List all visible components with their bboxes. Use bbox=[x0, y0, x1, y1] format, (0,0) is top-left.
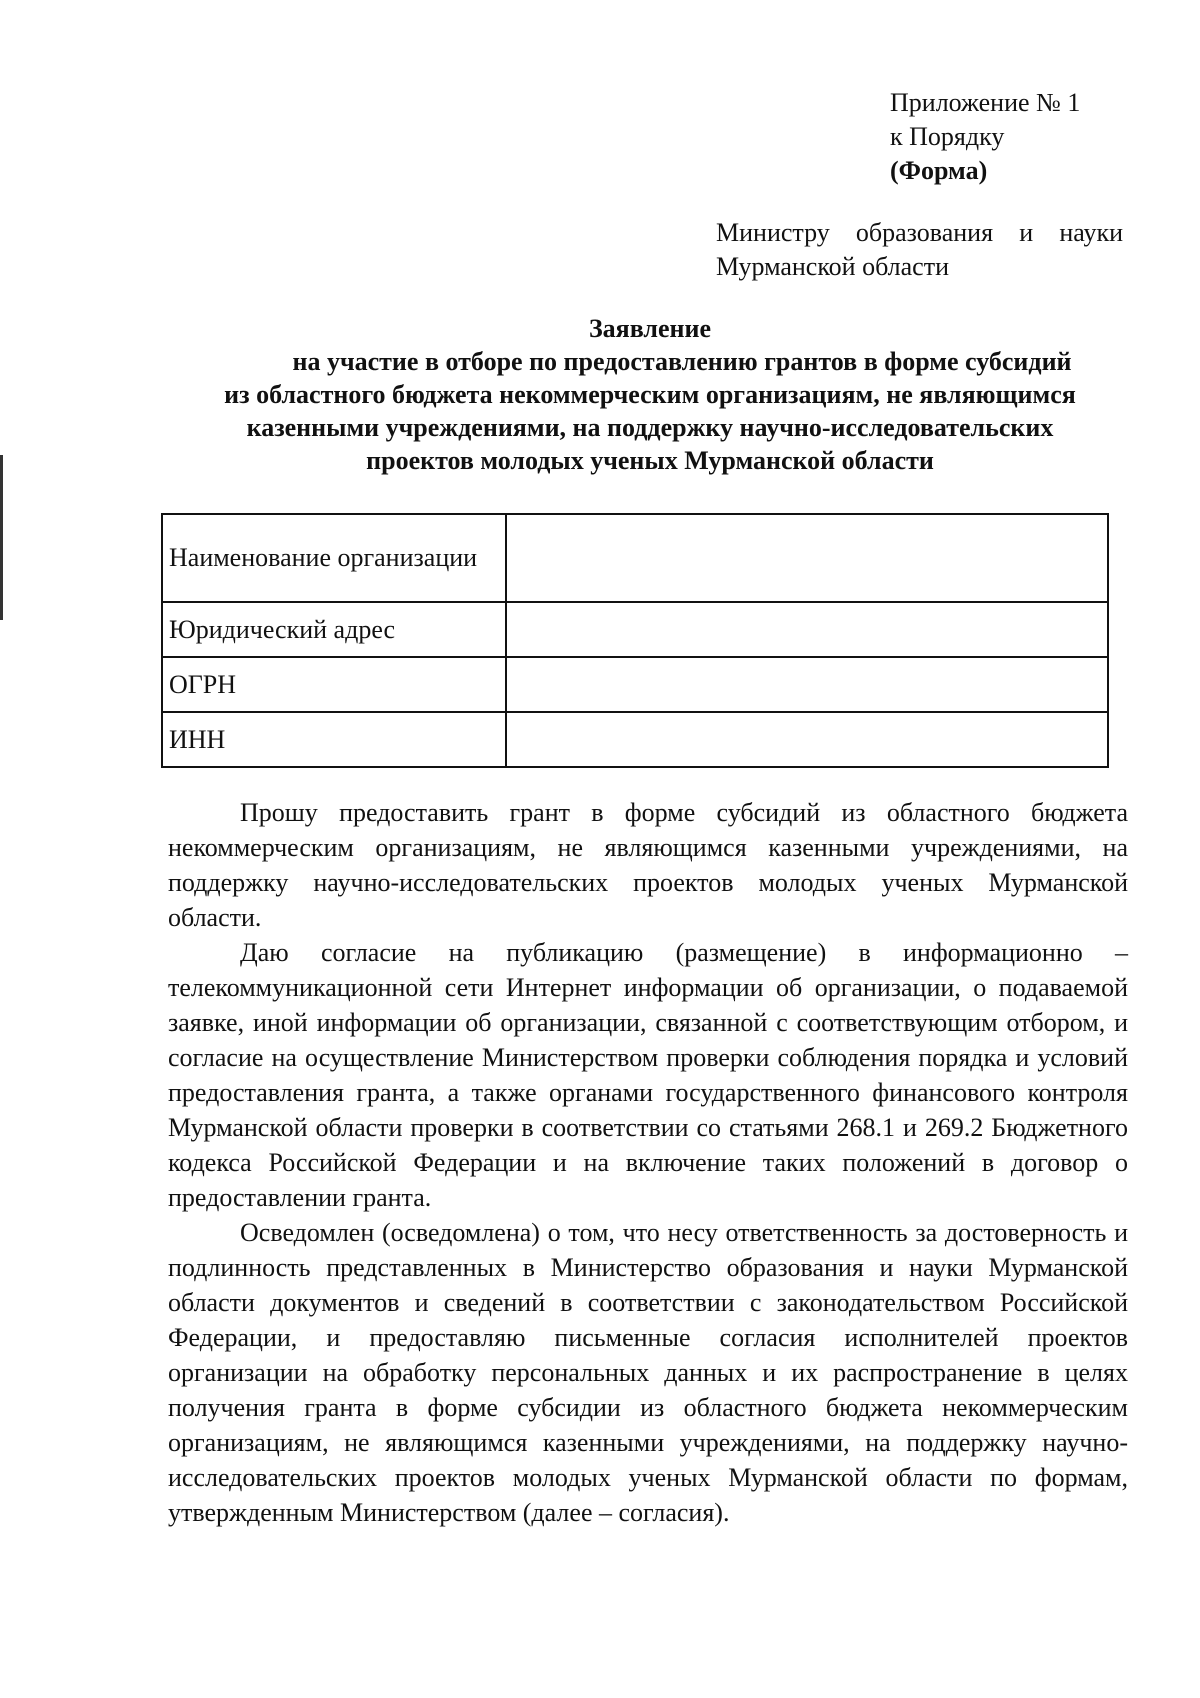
row-label-ogrn: ОГРН bbox=[162, 657, 506, 712]
row-label-organization-name: Наименование организации bbox=[162, 514, 506, 602]
field-legal-address[interactable] bbox=[506, 602, 1108, 657]
field-organization-name[interactable] bbox=[506, 514, 1108, 602]
field-ogrn[interactable] bbox=[506, 657, 1108, 712]
addressee-line-1: Министру образования и науки bbox=[716, 218, 1123, 247]
row-label-legal-address: Юридический адрес bbox=[162, 602, 506, 657]
title-line-4: проектов молодых ученых Мурманской области bbox=[366, 446, 934, 475]
title-line-1: на участие в отборе по предоставлению грантов в форме субсидий bbox=[292, 347, 1072, 376]
title-line-2: из областного бюджета некоммерческим организациям, не являющимся bbox=[224, 380, 1076, 409]
row-label-inn: ИНН bbox=[162, 712, 506, 767]
table-row bbox=[162, 712, 1108, 767]
appendix-form-label: (Форма) bbox=[890, 156, 988, 185]
field-inn[interactable] bbox=[506, 712, 1108, 767]
appendix-reference: к Порядку bbox=[890, 122, 1005, 151]
paragraph-responsibility: Осведомлен (осведомлена) о том, что несу ответственность за достоверность и подлинность представленных в Министерство образования и науки Мурманской области документов и сведений в соответствии с законодательством Российской Федерации, и предоставляю письменные согласия исполнителей проектов организации на обработку персональных данных и их распространение в целях получения гранта в форме субсидии из областного бюджета некоммерческим организациям, не являющимся казенными учреждениями, на поддержку научно-исследовательских проектов молодых ученых Мурманской области по формам, утвержденным Министерством (далее – согласия). bbox=[168, 1218, 1128, 1527]
table-row bbox=[162, 514, 1108, 602]
document-title bbox=[150, 312, 1150, 477]
paragraph-request: Прошу предоставить грант в форме субсидий из областного бюджета некоммерческим организациям, не являющимся казенными учреждениями, на поддержку научно-исследовательских проектов молодых ученых Мурманской области. bbox=[168, 798, 1128, 932]
appendix-number: Приложение № 1 bbox=[890, 88, 1081, 117]
title-heading: Заявление bbox=[588, 314, 712, 343]
title-line-3: казенными учреждениями, на поддержку научно-исследовательских bbox=[246, 413, 1054, 442]
addressee-line-2: Мурманской области bbox=[716, 252, 949, 281]
paragraph-consent: Даю согласие на публикацию (размещение) в информационно – телекоммуникационной сети Интернет информации об организации, о подаваемой заявке, иной информации об организации, связанной с соответствующим отбором, и согласие на осуществление Министерством проверки соблюдения порядка и условий предоставления гранта, а также органами государственного финансового контроля Мурманской области проверки в соответствии со статьями 268.1 и 269.2 Бюджетного кодекса Российской Федерации и на включение таких положений в договор о предоставлении гранта. bbox=[168, 938, 1128, 1212]
scan-edge-mark bbox=[0, 455, 3, 620]
appendix-note bbox=[890, 86, 1080, 188]
table-row bbox=[162, 602, 1108, 657]
table-row bbox=[162, 657, 1108, 712]
application-body bbox=[168, 795, 1128, 1530]
addressee-block bbox=[716, 216, 1123, 284]
organization-info-table bbox=[161, 513, 1109, 768]
